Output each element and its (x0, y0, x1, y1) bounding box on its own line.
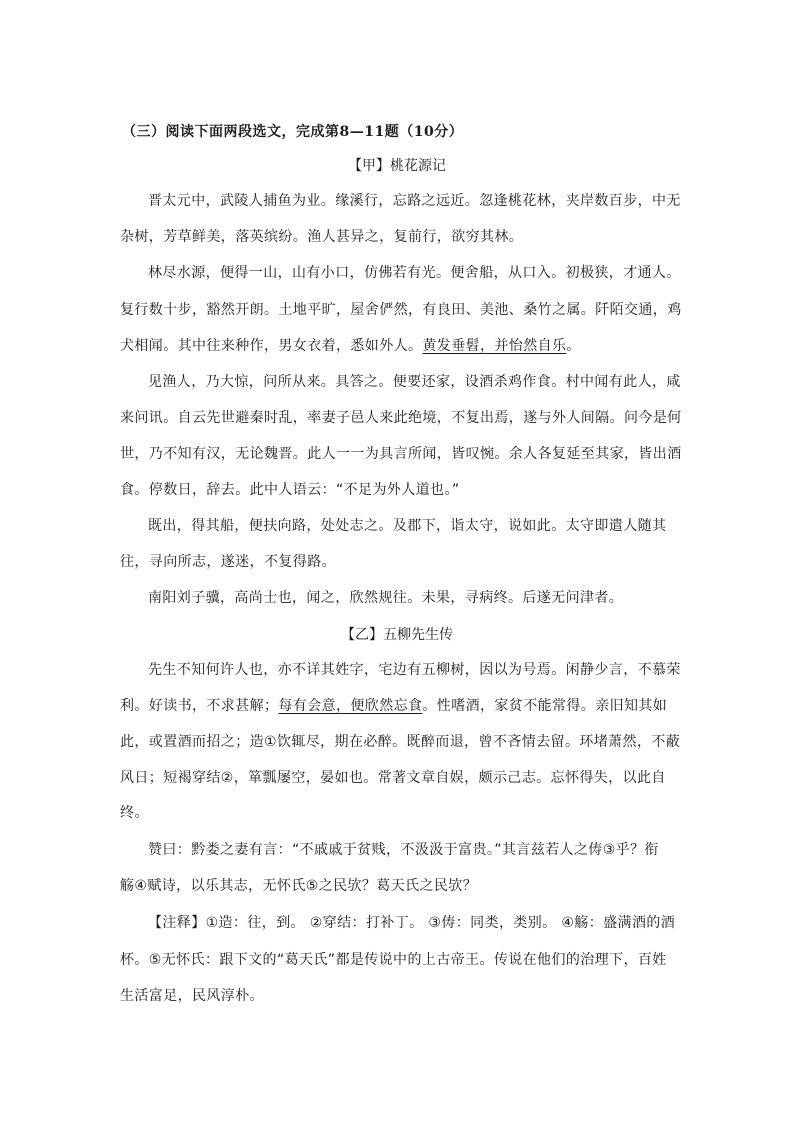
jia-line: 往，寻向所志，遂迷，不复得路。 (120, 554, 336, 570)
section-heading: （三）阅读下面两段选文，完成第8—11题（10分） (122, 124, 464, 140)
jia-line-end: 。 (566, 338, 581, 354)
jia-line: 南阳刘子骥，高尚士也，闻之，欣然规往。未果，寻病终。后遂无问津者。 (148, 590, 624, 606)
jia-line: 杂树，芳草鲜美，落英缤纷。渔人甚异之，复前行，欲穷其林。 (120, 229, 524, 245)
jia-title: 【甲】桃花源记 (348, 158, 446, 174)
yi-line-text: 利。好读书，不求甚解； (120, 698, 279, 714)
yi-line: 觞④赋诗，以乐其志，无怀氏⑤之民欤？葛天氏之民欤？ (120, 878, 478, 894)
underlined-phrase: 黄发垂髫，并怡然自乐 (422, 338, 567, 354)
yi-line: 此，或置酒而招之；造①饮辄尽，期在必醉。既醉而退，曾不吝情去留。环堵萧然，不蔽 (120, 734, 681, 750)
jia-line: 林尽水源，便得一山，山有小口，仿佛若有光。便舍船，从口入。初极狭，才通人。 (148, 265, 681, 281)
jia-line: 既出，得其船，便扶向路，处处志之。及郡下，诣太守，说如此。太守即遣人随其 (148, 518, 667, 534)
underlined-phrase: 每有会意，便欣然忘食 (278, 698, 423, 714)
jia-line (120, 336, 581, 356)
jia-line: 见渔人，乃大惊，问所从来。具答之。便要还家，设酒杀鸡作食。村中闻有此人，咸 (148, 374, 681, 390)
jia-line: 复行数十步，豁然开朗。土地平旷，屋舍俨然，有良田、美池、桑竹之属。阡陌交通，鸡 (120, 302, 682, 318)
jia-line-text: 犬相闻。其中往来种作，男女衣着，悉如外人。 (120, 338, 423, 354)
yi-line: 赞曰：黔娄之妻有言：“不戚戚于贫贱，不汲汲于富贵。”其言兹若人之俦③乎？衔 (148, 842, 659, 858)
notes-line: 杯。⑤无怀氏：跟下文的“葛天氏”都是传说中的上古帝王。传说在他们的治理下，百姓 (120, 952, 667, 968)
jia-line: 来问讯。自云先世避秦时乱，率妻子邑人来此绝境，不复出焉，遂与外人间隔。问今是何 (120, 410, 682, 426)
yi-title: 【乙】五柳先生传 (341, 627, 453, 643)
yi-line: 先生不知何许人也，亦不详其姓字，宅边有五柳树，因以为号焉。闲静少言，不慕荣 (148, 662, 681, 678)
yi-line: 风日；短褐穿结②，箪瓢屡空，晏如也。常著文章自娱，颇示己志。忘怀得失，以此自 (120, 770, 666, 786)
jia-line: 世，乃不知有汉，无论魏晋。此人一一为具言所闻，皆叹惋。余人各复延至其家，皆出酒 (120, 446, 682, 462)
yi-line (120, 696, 667, 716)
jia-line: 食。停数日，辞去。此中人语云：“不足为外人道也。” (120, 482, 460, 498)
yi-line: 终。 (120, 805, 149, 821)
yi-line-text: 。性嗜酒，家贫不能常得。亲旧知其如 (422, 698, 668, 714)
jia-line: 晋太元中，武陵人捕鱼为业。缘溪行，忘路之远近。忽逢桃花林，夹岸数百步，中无 (148, 193, 681, 209)
notes-line: 【注释】①造：往，到。 ②穿结：打补丁。 ③俦：同类，类别。 ④觞：盛满酒的酒 (148, 915, 676, 931)
notes-line: 生活富足，民风淳朴。 (120, 988, 264, 1004)
